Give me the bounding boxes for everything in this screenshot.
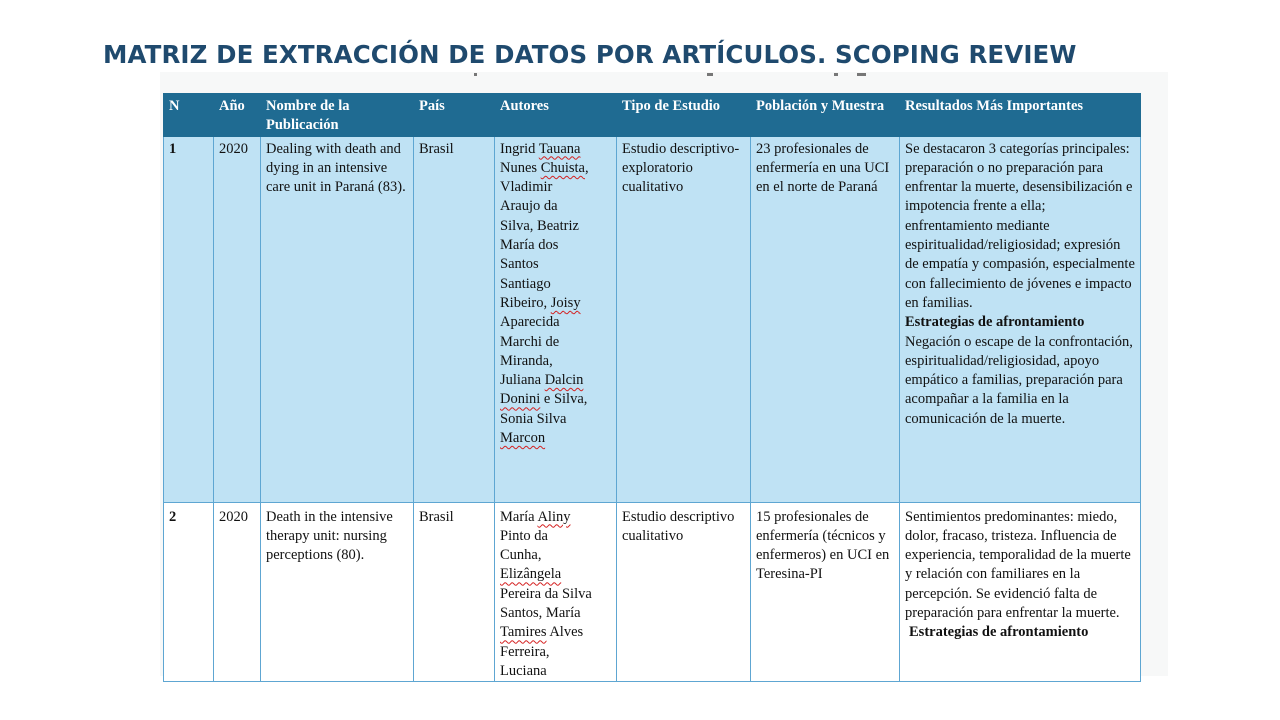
cell-year: 2020 bbox=[214, 502, 261, 682]
strategies-label: Estrategias de afrontamiento bbox=[909, 624, 1089, 641]
cell-population: 15 profesionales de enfermería (técnicos y enfermeros) en UCI en Teresina-PI bbox=[751, 502, 900, 682]
spellcheck-word: Joisy bbox=[550, 294, 581, 311]
author-line: Miranda, bbox=[500, 352, 553, 369]
author-line: María dos bbox=[500, 237, 559, 254]
cropped-text-fragment bbox=[707, 73, 713, 76]
cell-n: 1 bbox=[164, 136, 214, 502]
cell-publication-name: Death in the intensive therapy unit: nursing perceptions (80). bbox=[261, 502, 414, 682]
author-line: Juliana Dalcin bbox=[500, 372, 584, 389]
spellcheck-word: Tamires bbox=[500, 624, 547, 641]
cell-authors bbox=[495, 502, 617, 682]
header-study-type: Tipo de Estudio bbox=[617, 94, 751, 137]
cell-publication-name: Dealing with death and dying in an intensive care unit in Paraná (83). bbox=[261, 136, 414, 502]
cell-study-type: Estudio descriptivo cualitativo bbox=[617, 502, 751, 682]
strategies-text: Negación o escape de la confrontación, espiritualidad/religiosidad, apoyo empático a familias, preparación para acompañar a la familia en la comunicación de la muerte. bbox=[905, 333, 1133, 427]
spellcheck-word: Marcon bbox=[500, 430, 546, 447]
author-line: María Aliny bbox=[500, 508, 571, 525]
header-publication-name: Nombre de la Publicación bbox=[261, 94, 414, 137]
author-line bbox=[500, 565, 611, 584]
author-line: Tamires Alves bbox=[500, 624, 584, 641]
cell-country: Brasil bbox=[414, 502, 495, 682]
extraction-matrix-table bbox=[163, 93, 1141, 682]
spellcheck-word: Donini bbox=[500, 391, 541, 408]
author-line: Marchi de bbox=[500, 333, 560, 350]
header-country: País bbox=[414, 94, 495, 137]
header-population: Población y Muestra bbox=[751, 94, 900, 137]
cropped-text-fragment bbox=[857, 73, 866, 76]
cell-year: 2020 bbox=[214, 136, 261, 502]
author-line: Cunha, bbox=[500, 547, 542, 564]
cropped-text-fragment bbox=[834, 73, 838, 76]
results-text: Se destacaron 3 categorías principales: preparación o no preparación para enfrentar la muerte, desensibilización e impotencia frente a ella; enfrentamiento mediante espiritualidad/religiosidad; expresión de empatía y compasión, especialmente con fallecimiento de jóvenes e impacto en familias. bbox=[905, 140, 1135, 311]
header-row bbox=[164, 94, 1141, 137]
slide-title: MATRIZ DE EXTRACCIÓN DE DATOS POR ARTÍCULOS. SCOPING REVIEW bbox=[103, 40, 1077, 69]
spellcheck-word: Elizângela bbox=[500, 566, 562, 583]
author-line: Donini e Silva, bbox=[500, 391, 588, 408]
cell-country: Brasil bbox=[414, 136, 495, 502]
author-line: Ingrid Tauana bbox=[500, 140, 581, 157]
header-n: N bbox=[164, 94, 214, 137]
table-row bbox=[164, 136, 1141, 502]
spellcheck-word: Tauana bbox=[538, 140, 581, 157]
author-line: Sonia Silva bbox=[500, 410, 567, 427]
header-year: Año bbox=[214, 94, 261, 137]
cell-authors bbox=[495, 136, 617, 502]
cell-results bbox=[900, 502, 1141, 682]
author-line: Santos bbox=[500, 256, 539, 273]
author-line bbox=[500, 429, 611, 448]
strategies-label: Estrategias de afrontamiento bbox=[905, 314, 1085, 331]
spellcheck-word: Dalcin bbox=[544, 372, 584, 389]
cropped-text-fragment bbox=[474, 73, 477, 76]
author-line: Araujo da bbox=[500, 198, 558, 215]
table-row bbox=[164, 502, 1141, 682]
author-line: Aparecida bbox=[500, 314, 560, 331]
author-line: Pinto da bbox=[500, 527, 548, 544]
author-line: Ribeiro, Joisy bbox=[500, 294, 581, 311]
author-line: Santos, María bbox=[500, 605, 581, 622]
spellcheck-word: Chuista bbox=[540, 159, 585, 176]
results-text: Sentimientos predominantes: miedo, dolor, fracaso, tristeza. Influencia de experiencia, temporalidad de la muerte y relación con familiares en la percepción. Se evidenció falta de preparación para enfrentar la muerte. bbox=[905, 508, 1131, 622]
cell-n: 2 bbox=[164, 502, 214, 682]
cell-results bbox=[900, 136, 1141, 502]
author-line: Pereira da Silva bbox=[500, 585, 592, 602]
author-line: Silva, Beatriz bbox=[500, 217, 579, 234]
spellcheck-word: Aliny bbox=[537, 508, 571, 525]
author-line: Nunes Chuista, bbox=[500, 159, 589, 176]
author-line: Vladimir bbox=[500, 179, 553, 196]
author-line: Ferreira, bbox=[500, 643, 550, 660]
cell-study-type: Estudio descriptivo-exploratorio cualitativo bbox=[617, 136, 751, 502]
cell-population: 23 profesionales de enfermería en una UCI en el norte de Paraná bbox=[751, 136, 900, 502]
author-line: Santiago bbox=[500, 275, 551, 292]
header-results: Resultados Más Importantes bbox=[900, 94, 1141, 137]
header-authors: Autores bbox=[495, 94, 617, 137]
author-line: Luciana bbox=[500, 662, 547, 679]
